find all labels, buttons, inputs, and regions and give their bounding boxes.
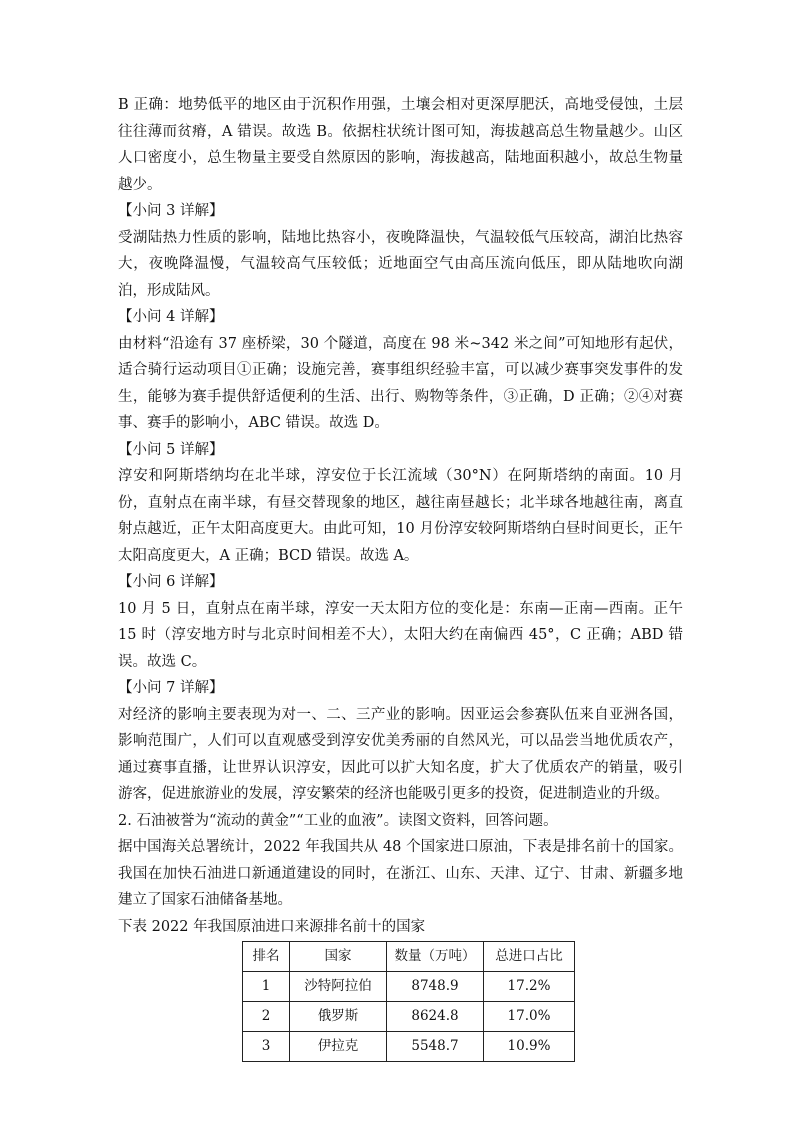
section-heading-q4: 【小问 4 详解】 [118,309,224,325]
answer-paragraph: 受湖陆热力性质的影响，陆地比热容小，夜晚降温快，气温较低气压较高，湖泊比热容大，夜晚降温慢，气温较高气压较低；近地面空气由高压流向低压，即从陆地吹向湖泊，形成陆风。 [118,229,683,299]
table-caption: 下表 2022 年我国原油进口来源排名前十的国家 [118,918,426,935]
answer-paragraph: 淳安和阿斯塔纳均在北半球，淳安位于长江流域（30°N）在阿斯塔纳的南面。10 月份，直射点在南半球，有昼交替现象的地区，越往南昼越长；北半球各地越往南，离直射点越近，正午太阳高度更大。由此可知，10 月份淳安较阿斯塔纳白昼时间更长，正午太阳高度更大，A 正确；BCD 错误。故选 A。 [118,468,683,564]
cell-rank: 2 [243,1002,290,1032]
cell-share: 17.2% [484,972,575,1002]
cell-quantity: 5548.7 [387,1032,484,1062]
cell-share: 17.0% [484,1002,575,1032]
table-header-row [243,942,575,972]
cell-country: 沙特阿拉伯 [290,972,387,1002]
header-share: 总进口占比 [484,942,575,972]
answer-paragraph: 由材料“沿途有 37 座桥梁，30 个隧道，高度在 98 米~342 米之间”可知地形有起伏，适合骑行运动项目①正确；设施完善，赛事组织经验丰富，可以减少赛事突发事件的发生，能够为赛手提供舒适便利的生活、出行、购物等条件，③正确，D 正确；②④对赛事、赛手的影响小，ABC 错误。故选 D。 [118,335,683,431]
cell-country: 俄罗斯 [290,1002,387,1032]
table-row [243,1002,575,1032]
document-page [118,92,683,1062]
material-paragraph: 据中国海关总署统计，2022 年我国共从 48 个国家进口原油，下表是排名前十的国家。我国在加快石油进口新通道建设的同时，在浙江、山东、天津、辽宁、甘肃、新疆多地建立了国家石油储备基地。 [118,839,683,908]
section-heading-q5: 【小问 5 详解】 [118,441,224,458]
oil-import-table [242,941,575,1062]
cell-rank: 1 [243,972,290,1002]
table-row [243,1032,575,1062]
answer-paragraph: 对经济的影响主要表现为对一、二、三产业的影响。因亚运会参赛队伍来自亚洲各国，影响范围广，人们可以直观感受到淳安优美秀丽的自然风光，可以品尝当地优质农产，通过赛事直播，让世界认识淳安，因此可以扩大知名度，扩大了优质农产的销量，吸引游客，促进旅游业的发展，淳安繁荣的经济也能吸引更多的投资，促进制造业的升级。 [118,706,683,802]
cell-country: 伊拉克 [290,1032,387,1062]
question-2-stem: 2. 石油被誉为“流动的黄金”“工业的血液”。读图文资料，回答问题。 [118,812,558,829]
cell-quantity: 8624.8 [387,1002,484,1032]
section-heading-q7: 【小问 7 详解】 [118,680,224,696]
answer-paragraph: 10 月 5 日，直射点在南半球，淳安一天太阳方位的变化是：东南—正南—西南。正午 15 时（淳安地方时与北京时间相差不大），太阳大约在南偏西 45°，C 正确；ABD 错误。故选 C。 [118,600,683,670]
cell-quantity: 8748.9 [387,972,484,1002]
answer-paragraph: B 正确：地势低平的地区由于沉积作用强，土壤会相对更深厚肥沃，高地受侵蚀，土层往往薄而贫瘠，A 错误。故选 B。依据柱状统计图可知，海拔越高总生物量越少。山区人口密度小，总生物量主要受自然原因的影响，海拔越高，陆地面积越小，故总生物量越少。 [118,97,683,193]
section-heading-q6: 【小问 6 详解】 [118,574,224,590]
cell-rank: 3 [243,1032,290,1062]
header-rank: 排名 [243,942,290,972]
cell-share: 10.9% [484,1032,575,1062]
header-country: 国家 [290,942,387,972]
header-quantity: 数量（万吨） [387,942,484,972]
table-container [118,941,683,1062]
table-row [243,972,575,1002]
section-heading-q3: 【小问 3 详解】 [118,203,224,219]
